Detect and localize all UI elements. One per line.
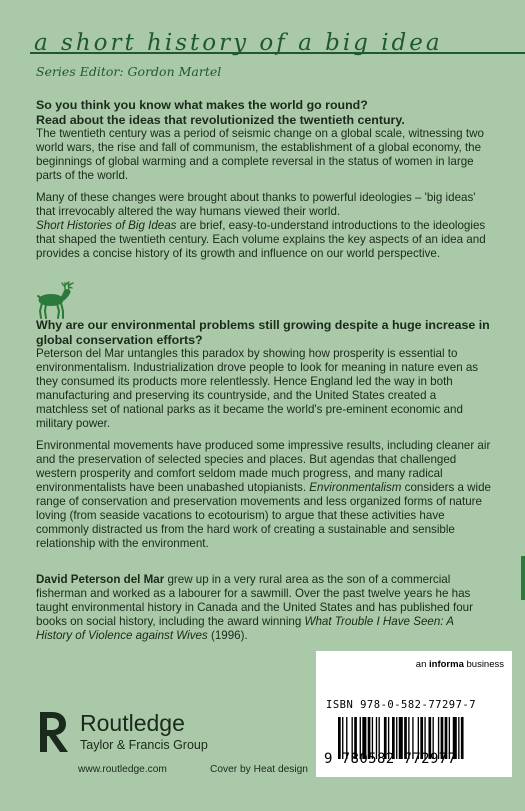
intro-lead-question: So you think you know what makes the world go round? — [36, 98, 368, 112]
series-name: Short Histories of Big Ideas — [36, 219, 177, 233]
publisher-name: Routledge — [80, 710, 185, 736]
series-title — [30, 30, 525, 66]
book-paragraph-2 — [36, 439, 491, 551]
barcode-digits: 9 780582 772977 — [324, 751, 457, 767]
series-title-text: a short history of a big idea — [34, 30, 443, 56]
intro-paragraph-1: The twentieth century was a period of seismic change on a global scale, witnessing two world wars, the rise and fall of communism, the establishment of a global economy, the beginnings of global warming and a complete reversal in the status of women in large parts of the world. — [36, 127, 484, 183]
book-paragraph-1: Peterson del Mar untangles this paradox by showing how prosperity is essential to environmentalism. Industrialization drove people to look for meaning in nature even as they consumed its products more relentlessly. Hence England led the way in both manufacturing and preserving its countryside, and the United States created a matchless set of national parks as it became the world's pre-eminent economic and military power. — [36, 347, 479, 431]
author-name: David Peterson del Mar — [36, 573, 165, 586]
edge-marker — [521, 556, 525, 600]
book-title: Environmentalism — [309, 481, 402, 495]
book-description — [36, 318, 491, 559]
author-paragraph — [36, 573, 491, 643]
intro-paragraph-2 — [36, 191, 491, 261]
biz-brand: informa — [429, 659, 464, 670]
intro-paragraph-2-end: are brief, easy-to-understand introductions to the ideologies that shaped the twentieth century. Each volume explains the key aspects of an idea and provides a concise history of its growth and influence on our world perspective. — [36, 219, 486, 261]
deer-icon — [34, 280, 76, 320]
publisher-logo — [36, 708, 236, 758]
informa-business-label — [416, 659, 504, 670]
author-book-title: What Trouble I Have Seen: A History of Violence against Wives — [36, 615, 454, 642]
book-paragraph-2-start: Environmental movements have produced some impressive results, including cleaner air and the preservation of selected species and places. But agendas that challenged western prosperity and comfort seldom made much progress, and many radical environmentalists have been unabashed utopianists. — [36, 439, 491, 495]
book-paragraph-2-end: considers a wide range of conservation and preservation movements and less organized forms of nature loving (from seaside vacations to ecotourism) to argue that these activities have commonly distracted us from the hard work of creating a sustainable and sensible relationship with the environment. — [36, 481, 491, 551]
author-bio-start: grew up in a very rural area as the son of a commercial fisherman and worked as a labourer for a sawmill. Over the past twelve years he has taught environmental history in Canada and the United States and has published four books on social history, including the award winning — [36, 573, 473, 628]
intro-lead-statement: Read about the ideas that revolutionized the twentieth century. — [36, 112, 405, 127]
series-editor: Series Editor: Gordon Martel — [36, 64, 222, 79]
author-bio — [36, 573, 491, 651]
publisher-website: www.routledge.com — [78, 764, 167, 775]
barcode-box — [316, 651, 512, 777]
intro-section — [36, 98, 491, 269]
routledge-logo-icon — [36, 708, 74, 754]
publisher-group: Taylor & Francis Group — [80, 738, 208, 752]
intro-paragraph-2-start: Many of these changes were brought about thanks to powerful ideologies – 'big ideas' that irrevocably altered the way humans viewed their world. — [36, 191, 476, 219]
isbn: ISBN 978-0-582-77297-7 — [326, 699, 477, 711]
cover-credit: Cover by Heat design — [210, 764, 308, 775]
author-bio-end: (1996). — [207, 629, 248, 642]
biz-prefix: an — [415, 659, 430, 670]
biz-suffix: business — [463, 659, 504, 670]
book-lead-question: Why are our environmental problems still growing despite a huge increase in global conservation efforts? — [36, 318, 490, 347]
